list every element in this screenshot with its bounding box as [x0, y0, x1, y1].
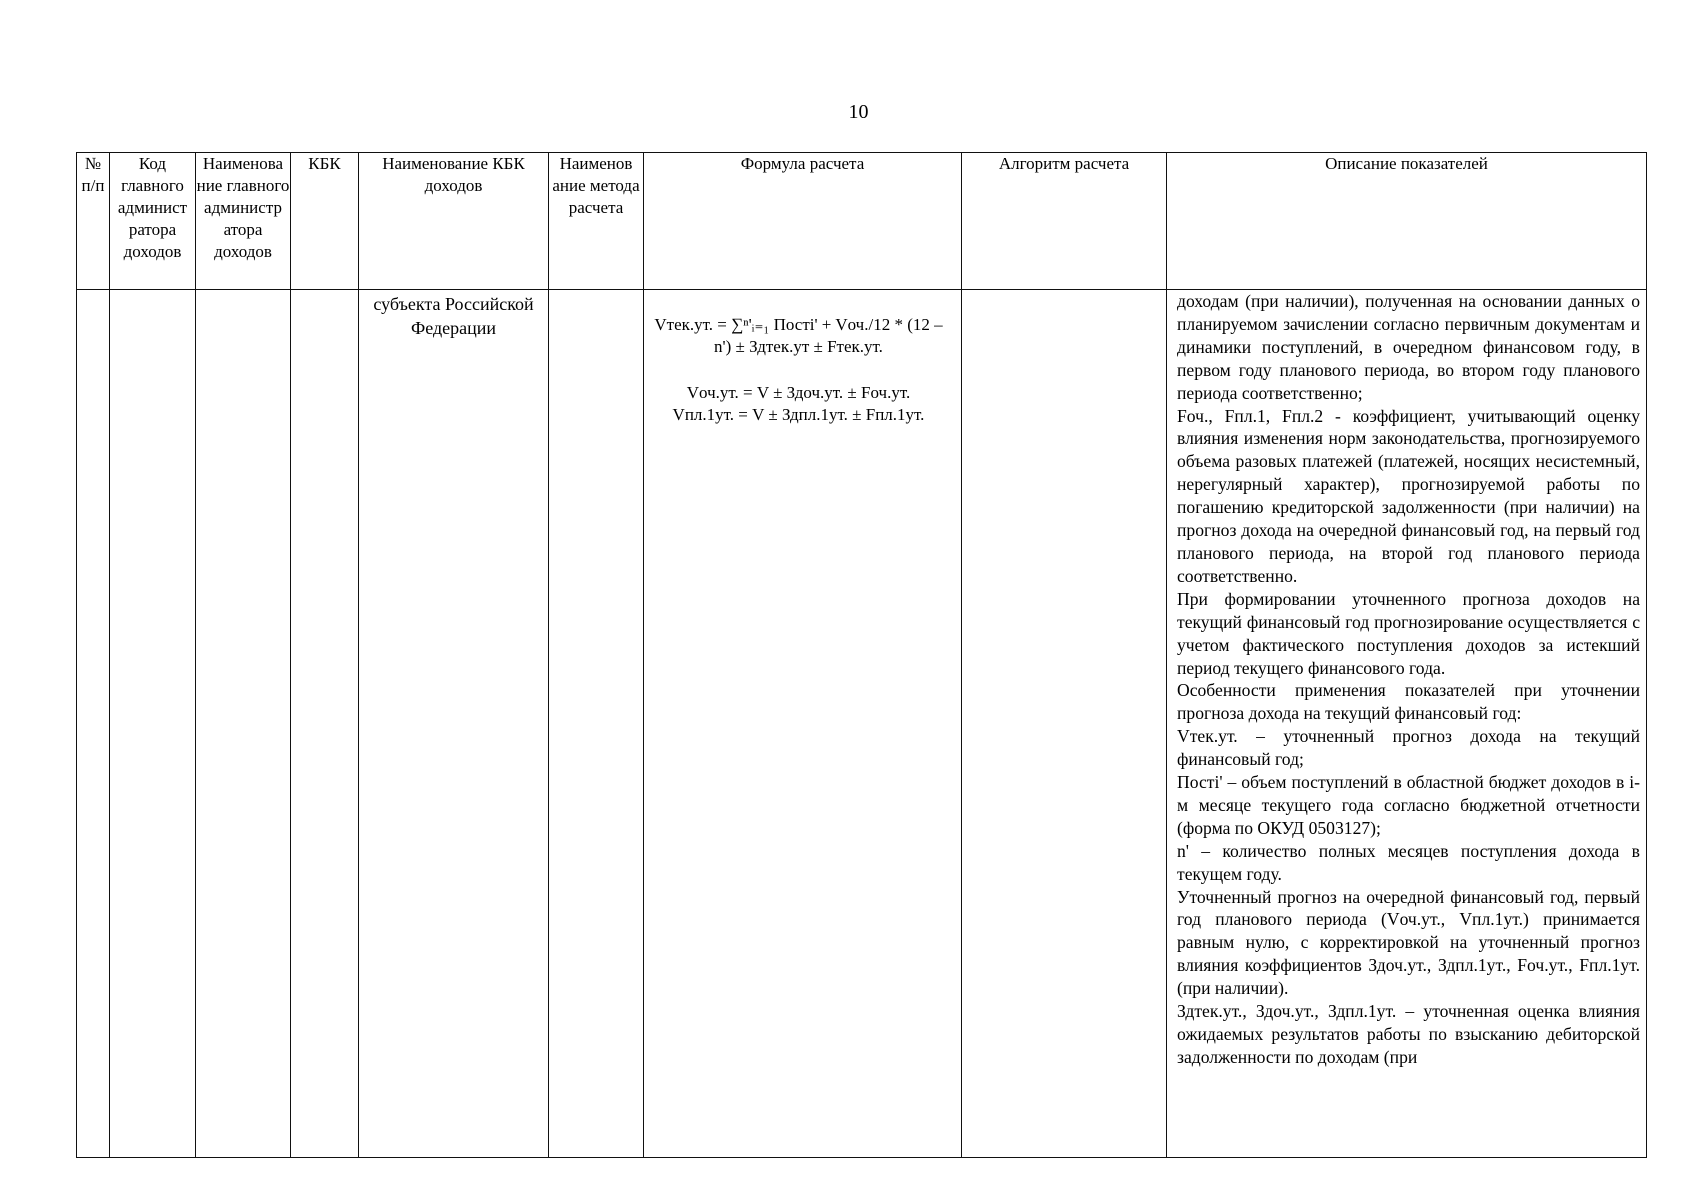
description-paragraph: n' – количество полных месяцев поступления дохода в текущем году.	[1177, 840, 1640, 884]
description-paragraph: Vтек.ут. – уточненный прогноз дохода на текущий финансовый год;	[1177, 726, 1640, 770]
cell-kbk-name	[359, 290, 549, 1158]
cell-formula	[644, 290, 962, 1158]
header-formula: Формула расчета	[644, 153, 962, 290]
cell-algorithm	[962, 290, 1167, 1158]
cell-admin-code	[110, 290, 196, 1158]
cell-description	[1167, 290, 1647, 1158]
description-paragraph: Здтек.ут., Здоч.ут., Здпл.1ут. – уточненная оценка влияния ожидаемых результатов работы по взысканию дебиторской задолженности по доходам (при	[1177, 1001, 1640, 1067]
header-description: Описание показателей	[1167, 153, 1647, 290]
description-paragraph: Уточненный прогноз на очередной финансовый год, первый год планового периода (Vоч.ут., Vпл.1ут.) принимается равным нулю, с корректировкой на уточненный прогноз влияния коэффициентов Здоч.ут., Здпл.1ут., Fоч.ут., Fпл.1ут. (при наличии).	[1177, 886, 1640, 999]
header-admin-code: Код главного админист ратора доходов	[110, 153, 196, 290]
description-paragraph: При формировании уточненного прогноза доходов на текущий финансовый год прогнозирование осуществляется с учетом фактического поступления доходов за истекший период текущего финансового года.	[1177, 588, 1640, 678]
header-admin-name: Наименова ние главного администр атора доходов	[196, 153, 291, 290]
header-kbk-name: Наименование КБК доходов	[359, 153, 549, 290]
table-row	[77, 290, 1647, 1158]
header-number: № п/п	[77, 153, 110, 290]
description-paragraph: доходам (при наличии), полученная на основании данных о планируемом зачислении согласно первичным документам и динамики поступлений, в очередном финансовом году, в первом году планового периода, во втором году планового периода соответственно;	[1177, 291, 1640, 403]
header-method-name: Наименов ание метода расчета	[549, 153, 644, 290]
formula-next-year: Vоч.ут. = V ± Здоч.ут. ± Fоч.ут.	[686, 383, 911, 402]
header-kbk: КБК	[291, 153, 359, 290]
formula-current-year: Vтек.ут. = ∑ⁿ'ᵢ₌₁ Постi' + Vоч./12 * (12 – n') ± Здтек.ут ± Fтек.ут.	[654, 315, 943, 356]
cell-admin-name	[196, 290, 291, 1158]
cell-method-name	[549, 290, 644, 1158]
page-number: 10	[848, 101, 869, 123]
cell-number	[77, 290, 110, 1158]
cell-kbk	[291, 290, 359, 1158]
revenue-forecast-table	[76, 152, 1647, 1158]
formula-plan-year-1: Vпл.1ут. = V ± Здпл.1ут. ± Fпл.1ут.	[672, 405, 925, 424]
header-algorithm: Алгоритм расчета	[962, 153, 1167, 290]
kbk-name-text: субъекта Российской Федерации	[373, 294, 534, 338]
description-paragraph: Fоч., Fпл.1, Fпл.2 - коэффициент, учитывающий оценку влияния изменения норм законодательства, прогнозируемого объема разовых платежей (платежей, носящих несистемный, нерегулярный характер), прогнозируемой работы по погашению кредиторской задолженности (при наличии) на прогноз дохода на очередной финансовый год, на первый год планового периода, на второй год планового периода соответственно.	[1177, 405, 1640, 586]
description-paragraph: Постi' – объем поступлений в областной бюджет доходов в i-м месяце текущего года согласно бюджетной отчетности (форма по ОКУД 0503127);	[1177, 772, 1640, 838]
description-paragraph: Особенности применения показателей при уточнении прогноза дохода на текущий финансовый год:	[1177, 680, 1640, 724]
header-row	[77, 153, 1647, 290]
